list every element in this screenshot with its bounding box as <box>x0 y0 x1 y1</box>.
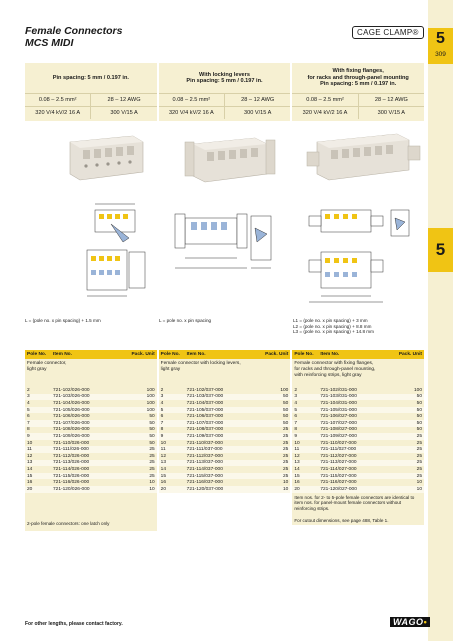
item-number: 721-111/027-000 <box>320 447 357 453</box>
pole-number: 14 <box>294 466 300 472</box>
item-number: 721-103/037-000 <box>186 394 224 400</box>
item-number: 721-102/031-000 <box>320 387 357 393</box>
pole-number: 9 <box>160 433 164 439</box>
item-number: 721-112/026-000 <box>53 453 90 459</box>
table-row <box>159 413 291 420</box>
pack-unit: 25 <box>283 466 289 472</box>
item-number: 721-103/026-000 <box>53 394 90 400</box>
table-row <box>25 466 157 473</box>
spec-cell: 300 V/15 A <box>358 107 424 119</box>
item-number: 721-109/026-000 <box>53 433 90 439</box>
pack-unit: 100 <box>414 387 423 393</box>
table-row <box>159 446 291 453</box>
footer-note: For other lengths, please contact factory. <box>25 621 123 627</box>
table-row <box>25 420 157 427</box>
pack-unit: 10 <box>149 486 155 492</box>
spec-cell: 28 – 12 AWG <box>90 94 156 106</box>
pole-number: 10 <box>27 440 33 446</box>
pole-number: 16 <box>160 480 167 486</box>
table-row <box>25 387 157 394</box>
table-rows <box>159 387 291 493</box>
item-number: 721-113/027-000 <box>320 460 357 466</box>
item-number: 721-109/027-000 <box>320 433 357 439</box>
section-tab <box>428 28 453 64</box>
pack-unit: 50 <box>149 420 155 426</box>
table-row <box>159 427 291 434</box>
caption-3-line: L3 = (pole no. x pin spacing) + 14.8 mm <box>293 329 374 335</box>
table-description: Female connector with fixing flanges, for racks and through-panel mounting, with reinforcing strips, light gray <box>292 359 424 387</box>
table-row <box>25 446 157 453</box>
drawing-3 <box>309 210 409 302</box>
table-row <box>292 486 424 493</box>
pack-unit: 25 <box>416 466 423 472</box>
pole-number: 12 <box>160 453 167 459</box>
logo-text: WAGO <box>393 617 424 627</box>
table-row <box>25 479 157 486</box>
table-row <box>25 394 157 401</box>
item-number: 721-106/037-000 <box>186 414 224 420</box>
item-number: 721-110/026-000 <box>53 440 90 446</box>
table-row <box>25 413 157 420</box>
item-number: 721-108/037-000 <box>186 427 224 433</box>
table-row <box>159 473 291 480</box>
pack-unit: 100 <box>146 400 155 406</box>
page-number: 309 <box>435 51 446 58</box>
section-tab-mid: 5 <box>428 228 453 272</box>
table-row <box>292 407 424 414</box>
table-row <box>292 466 424 473</box>
pole-number: 9 <box>27 433 30 439</box>
spec-cell: 28 – 12 AWG <box>224 94 290 106</box>
item-number: 721-113/026-000 <box>53 460 90 466</box>
item-number: 721-111/026-000 <box>53 447 89 453</box>
table-row <box>25 427 157 434</box>
table-row <box>25 433 157 440</box>
pole-number: 14 <box>160 466 167 472</box>
pole-number: 20 <box>160 486 167 492</box>
pack-unit: 100 <box>146 394 155 400</box>
table-row <box>292 479 424 486</box>
table-row <box>292 440 424 447</box>
item-number: 721-112/027-000 <box>320 453 357 459</box>
pack-unit: 25 <box>149 473 155 479</box>
table-row <box>159 486 291 493</box>
table-description: Female connector with locking levers, light gray <box>159 359 291 387</box>
pole-number: 7 <box>27 420 30 426</box>
table-row <box>159 460 291 467</box>
pole-number: 8 <box>160 427 164 433</box>
table-row <box>25 473 157 480</box>
spec-cell: 28 – 12 AWG <box>358 94 424 106</box>
pack-unit: 25 <box>283 460 289 466</box>
pack-unit: 50 <box>416 414 423 420</box>
spec-header-col-2 <box>159 63 291 121</box>
ordering-table-2 <box>159 350 291 531</box>
ordering-table-1 <box>25 350 157 531</box>
pole-number: 7 <box>294 420 298 426</box>
table-row <box>292 427 424 434</box>
page-title <box>25 25 122 49</box>
item-number: 721-104/026-000 <box>53 400 90 406</box>
item-number: 721-114/027-000 <box>320 466 357 472</box>
pack-unit: 50 <box>416 420 423 426</box>
spec-header-row <box>25 63 424 121</box>
item-number: 721-120/037-000 <box>186 486 224 492</box>
item-number: 721-107/026-000 <box>53 420 90 426</box>
pack-unit: 25 <box>283 427 289 433</box>
pole-number: 3 <box>27 394 30 400</box>
pole-number: 14 <box>27 466 33 472</box>
caption-2: L = pole no. x pin spacing <box>159 318 212 323</box>
pole-number: 16 <box>27 480 33 486</box>
pack-unit: 50 <box>283 394 289 400</box>
pack-unit: 25 <box>283 440 289 446</box>
caption-1: L = (pole no. x pin spacing) + 1.5 mm <box>25 318 101 323</box>
pole-number: 8 <box>294 427 298 433</box>
item-number: 721-106/027-000 <box>320 414 357 420</box>
pack-unit: 25 <box>416 433 423 439</box>
pack-unit: 50 <box>149 433 155 439</box>
table-row <box>292 413 424 420</box>
item-number: 721-115/037-000 <box>186 473 223 479</box>
table-row <box>292 420 424 427</box>
table-row <box>25 440 157 447</box>
table-row <box>292 446 424 453</box>
pole-number: 12 <box>27 453 33 459</box>
right-sidebar <box>428 0 453 641</box>
pole-number: 11 <box>294 447 300 453</box>
item-number: 721-120/027-000 <box>320 486 357 492</box>
table-row <box>159 407 291 414</box>
pole-number: 5 <box>294 407 298 413</box>
table-note: 2-pole female connectors: one latch only <box>25 493 157 531</box>
pole-number: 9 <box>294 433 298 439</box>
table-row <box>25 453 157 460</box>
col-pole: Pole No. <box>294 352 314 357</box>
pole-number: 4 <box>294 400 298 406</box>
pole-number: 20 <box>27 486 33 492</box>
item-number: 721-105/031-000 <box>320 407 357 413</box>
item-number: 721-112/037-000 <box>186 453 223 459</box>
title-line-2: MCS MIDI <box>25 37 74 49</box>
spec-title: With locking levers Pin spacing: 5 mm / 0.197 in. <box>186 71 263 84</box>
spec-cell: 320 V/4 kV/2 16 A <box>302 110 348 116</box>
pole-number: 11 <box>27 447 32 453</box>
item-number: 721-102/037-000 <box>186 387 224 393</box>
pack-unit: 25 <box>149 447 155 453</box>
table-note: Item nos. for 2- to 5-pole female connectors are identical to item nos. for panel-mount female connectors without reinforcing strips. For cutout dimensions, see page 488, Table 1. <box>292 493 424 526</box>
item-number: 721-103/031-000 <box>320 394 357 400</box>
col-pack: Pack. Unit <box>398 352 423 357</box>
item-number: 721-108/027-000 <box>320 427 357 433</box>
pole-number: 10 <box>160 440 167 446</box>
pack-unit: 50 <box>283 407 289 413</box>
pole-number: 3 <box>294 394 298 400</box>
pack-unit: 50 <box>283 400 289 406</box>
pole-number: 8 <box>27 427 30 433</box>
pack-unit: 50 <box>283 420 289 426</box>
pole-number: 5 <box>160 407 164 413</box>
pack-unit: 50 <box>416 427 423 433</box>
pole-number: 6 <box>294 414 298 420</box>
pole-number: 13 <box>294 460 300 466</box>
connector-photo-2 <box>185 138 275 182</box>
table-row <box>159 420 291 427</box>
table-row <box>159 387 291 394</box>
pole-number: 10 <box>294 440 300 446</box>
section-number: 5 <box>436 30 445 47</box>
table-row <box>159 479 291 486</box>
connector-photo-3 <box>307 134 420 180</box>
item-number: 721-120/026-000 <box>53 486 90 492</box>
item-number: 721-102/026-000 <box>53 387 90 393</box>
table-row <box>292 453 424 460</box>
pole-number: 7 <box>160 420 164 426</box>
col-item: Item No. <box>320 352 340 357</box>
item-number: 721-116/027-000 <box>320 480 357 486</box>
pole-number: 15 <box>27 473 33 479</box>
item-number: 721-115/026-000 <box>53 473 90 479</box>
pack-unit: 50 <box>149 414 155 420</box>
pack-unit: 25 <box>283 473 289 479</box>
pack-unit: 25 <box>416 447 423 453</box>
col-pack: Pack. Unit <box>265 352 289 357</box>
pack-unit: 50 <box>149 440 155 446</box>
pack-unit: 25 <box>416 453 423 459</box>
item-number: 721-116/026-000 <box>53 480 90 486</box>
item-number: 721-104/037-000 <box>186 400 224 406</box>
table-header <box>292 350 424 359</box>
spec-header-col-3 <box>292 63 424 121</box>
pack-unit: 100 <box>280 387 289 393</box>
table-header <box>25 350 157 359</box>
pole-number: 20 <box>294 486 300 492</box>
spec-title: With fixing flanges, for racks and through-panel mounting Pin spacing: 5 mm / 0.197 in. <box>307 68 409 88</box>
pack-unit: 10 <box>283 480 289 486</box>
product-photos <box>25 128 424 198</box>
dimension-drawings <box>25 198 424 316</box>
pack-unit: 25 <box>283 447 289 453</box>
caption-3-line: L1 = (pole no. x pin spacing) + 3 mm <box>293 318 368 323</box>
item-number: 721-104/031-000 <box>320 400 357 406</box>
item-number: 721-116/037-000 <box>186 480 223 486</box>
col-pole: Pole No. <box>27 352 47 357</box>
spec-cell: 0.08 – 2.5 mm² <box>38 97 77 103</box>
spec-title: Pin spacing: 5 mm / 0.197 in. <box>52 74 129 81</box>
pole-number: 5 <box>27 407 30 413</box>
pack-unit: 50 <box>416 400 423 406</box>
caption-3 <box>293 318 374 335</box>
table-row <box>25 460 157 467</box>
spec-cell: 320 V/4 kV/2 16 A <box>35 110 81 116</box>
item-number: 721-109/037-000 <box>186 433 224 439</box>
col-item: Item No. <box>53 352 72 357</box>
pole-number: 4 <box>27 400 30 406</box>
table-header <box>159 350 291 359</box>
col-pole: Pole No. <box>160 352 180 357</box>
table-row <box>292 473 424 480</box>
table-row <box>25 486 157 493</box>
wago-logo: WAGO• <box>390 617 430 627</box>
pack-unit: 50 <box>416 407 423 413</box>
table-row <box>159 453 291 460</box>
drawing-2 <box>175 214 271 268</box>
pack-unit: 10 <box>416 486 423 492</box>
spec-cell: 320 V/4 kV/2 16 A <box>168 110 214 116</box>
pack-unit: 25 <box>283 453 289 459</box>
table-row <box>25 400 157 407</box>
ordering-table-3 <box>292 350 424 531</box>
pack-unit: 25 <box>416 440 423 446</box>
pack-unit: 100 <box>146 407 155 413</box>
pole-number: 12 <box>294 453 300 459</box>
table-row <box>159 433 291 440</box>
item-number: 721-110/037-000 <box>186 440 223 446</box>
item-number: 721-110/027-000 <box>320 440 357 446</box>
pack-unit: 50 <box>283 414 289 420</box>
pack-unit: 25 <box>416 460 423 466</box>
pack-unit: 50 <box>149 427 155 433</box>
item-number: 721-111/037-000 <box>186 447 223 453</box>
item-number: 721-106/026-000 <box>53 414 90 420</box>
table-rows <box>292 387 424 493</box>
pole-number: 2 <box>160 387 164 393</box>
table-row <box>25 407 157 414</box>
title-line-1: Female Connectors <box>25 25 123 37</box>
item-number: 721-105/026-000 <box>53 407 90 413</box>
table-row <box>159 466 291 473</box>
pole-number: 11 <box>160 447 166 453</box>
pole-number: 13 <box>27 460 33 466</box>
pack-unit: 25 <box>283 433 289 439</box>
pack-unit: 10 <box>149 480 155 486</box>
pack-unit: 25 <box>149 466 155 472</box>
connector-photo-1 <box>70 136 143 180</box>
pole-number: 16 <box>294 480 300 486</box>
pack-unit: 25 <box>149 460 155 466</box>
pack-unit: 10 <box>416 480 423 486</box>
item-number: 721-105/037-000 <box>186 407 224 413</box>
pole-number: 3 <box>160 394 164 400</box>
pole-number: 6 <box>160 414 164 420</box>
caption-3-line: L2 = (pole no. x pin spacing) + 8.8 mm <box>293 323 372 329</box>
table-row <box>292 387 424 394</box>
pack-unit: 100 <box>146 387 155 393</box>
table-row <box>292 433 424 440</box>
pole-number: 2 <box>27 387 30 393</box>
pack-unit: 10 <box>283 486 289 492</box>
brand-badge: CAGE CLAMP® <box>352 26 424 39</box>
spec-cell: 0.08 – 2.5 mm² <box>172 97 211 103</box>
pole-number: 2 <box>294 387 298 393</box>
item-number: 721-114/037-000 <box>186 466 223 472</box>
pole-number: 6 <box>27 414 30 420</box>
table-row <box>159 440 291 447</box>
table-rows <box>25 387 157 493</box>
table-row <box>159 400 291 407</box>
table-row <box>159 394 291 401</box>
item-number: 721-108/026-000 <box>53 427 90 433</box>
ordering-tables <box>25 350 424 531</box>
table-row <box>292 460 424 467</box>
item-number: 721-115/027-000 <box>320 473 357 479</box>
pack-unit: 25 <box>149 453 155 459</box>
item-number: 721-114/026-000 <box>53 466 90 472</box>
col-item: Item No. <box>186 352 206 357</box>
pole-number: 4 <box>160 400 164 406</box>
table-row <box>292 400 424 407</box>
pole-number: 13 <box>160 460 167 466</box>
item-number: 721-113/037-000 <box>186 460 223 466</box>
pack-unit: 25 <box>416 473 423 479</box>
pack-unit: 50 <box>416 394 423 400</box>
spec-cell: 0.08 – 2.5 mm² <box>306 97 344 103</box>
pole-number: 15 <box>294 473 300 479</box>
pole-number: 15 <box>160 473 167 479</box>
spec-cell: 300 V/15 A <box>224 107 290 119</box>
item-number: 721-107/027-000 <box>320 420 357 426</box>
table-description: Female connector, light gray <box>25 359 157 387</box>
col-pack: Pack. Unit <box>131 352 155 357</box>
table-row <box>292 394 424 401</box>
spec-header-col-1 <box>25 63 157 121</box>
spec-cell: 300 V/15 A <box>90 107 156 119</box>
item-number: 721-107/037-000 <box>186 420 224 426</box>
drawing-1 <box>87 204 145 296</box>
